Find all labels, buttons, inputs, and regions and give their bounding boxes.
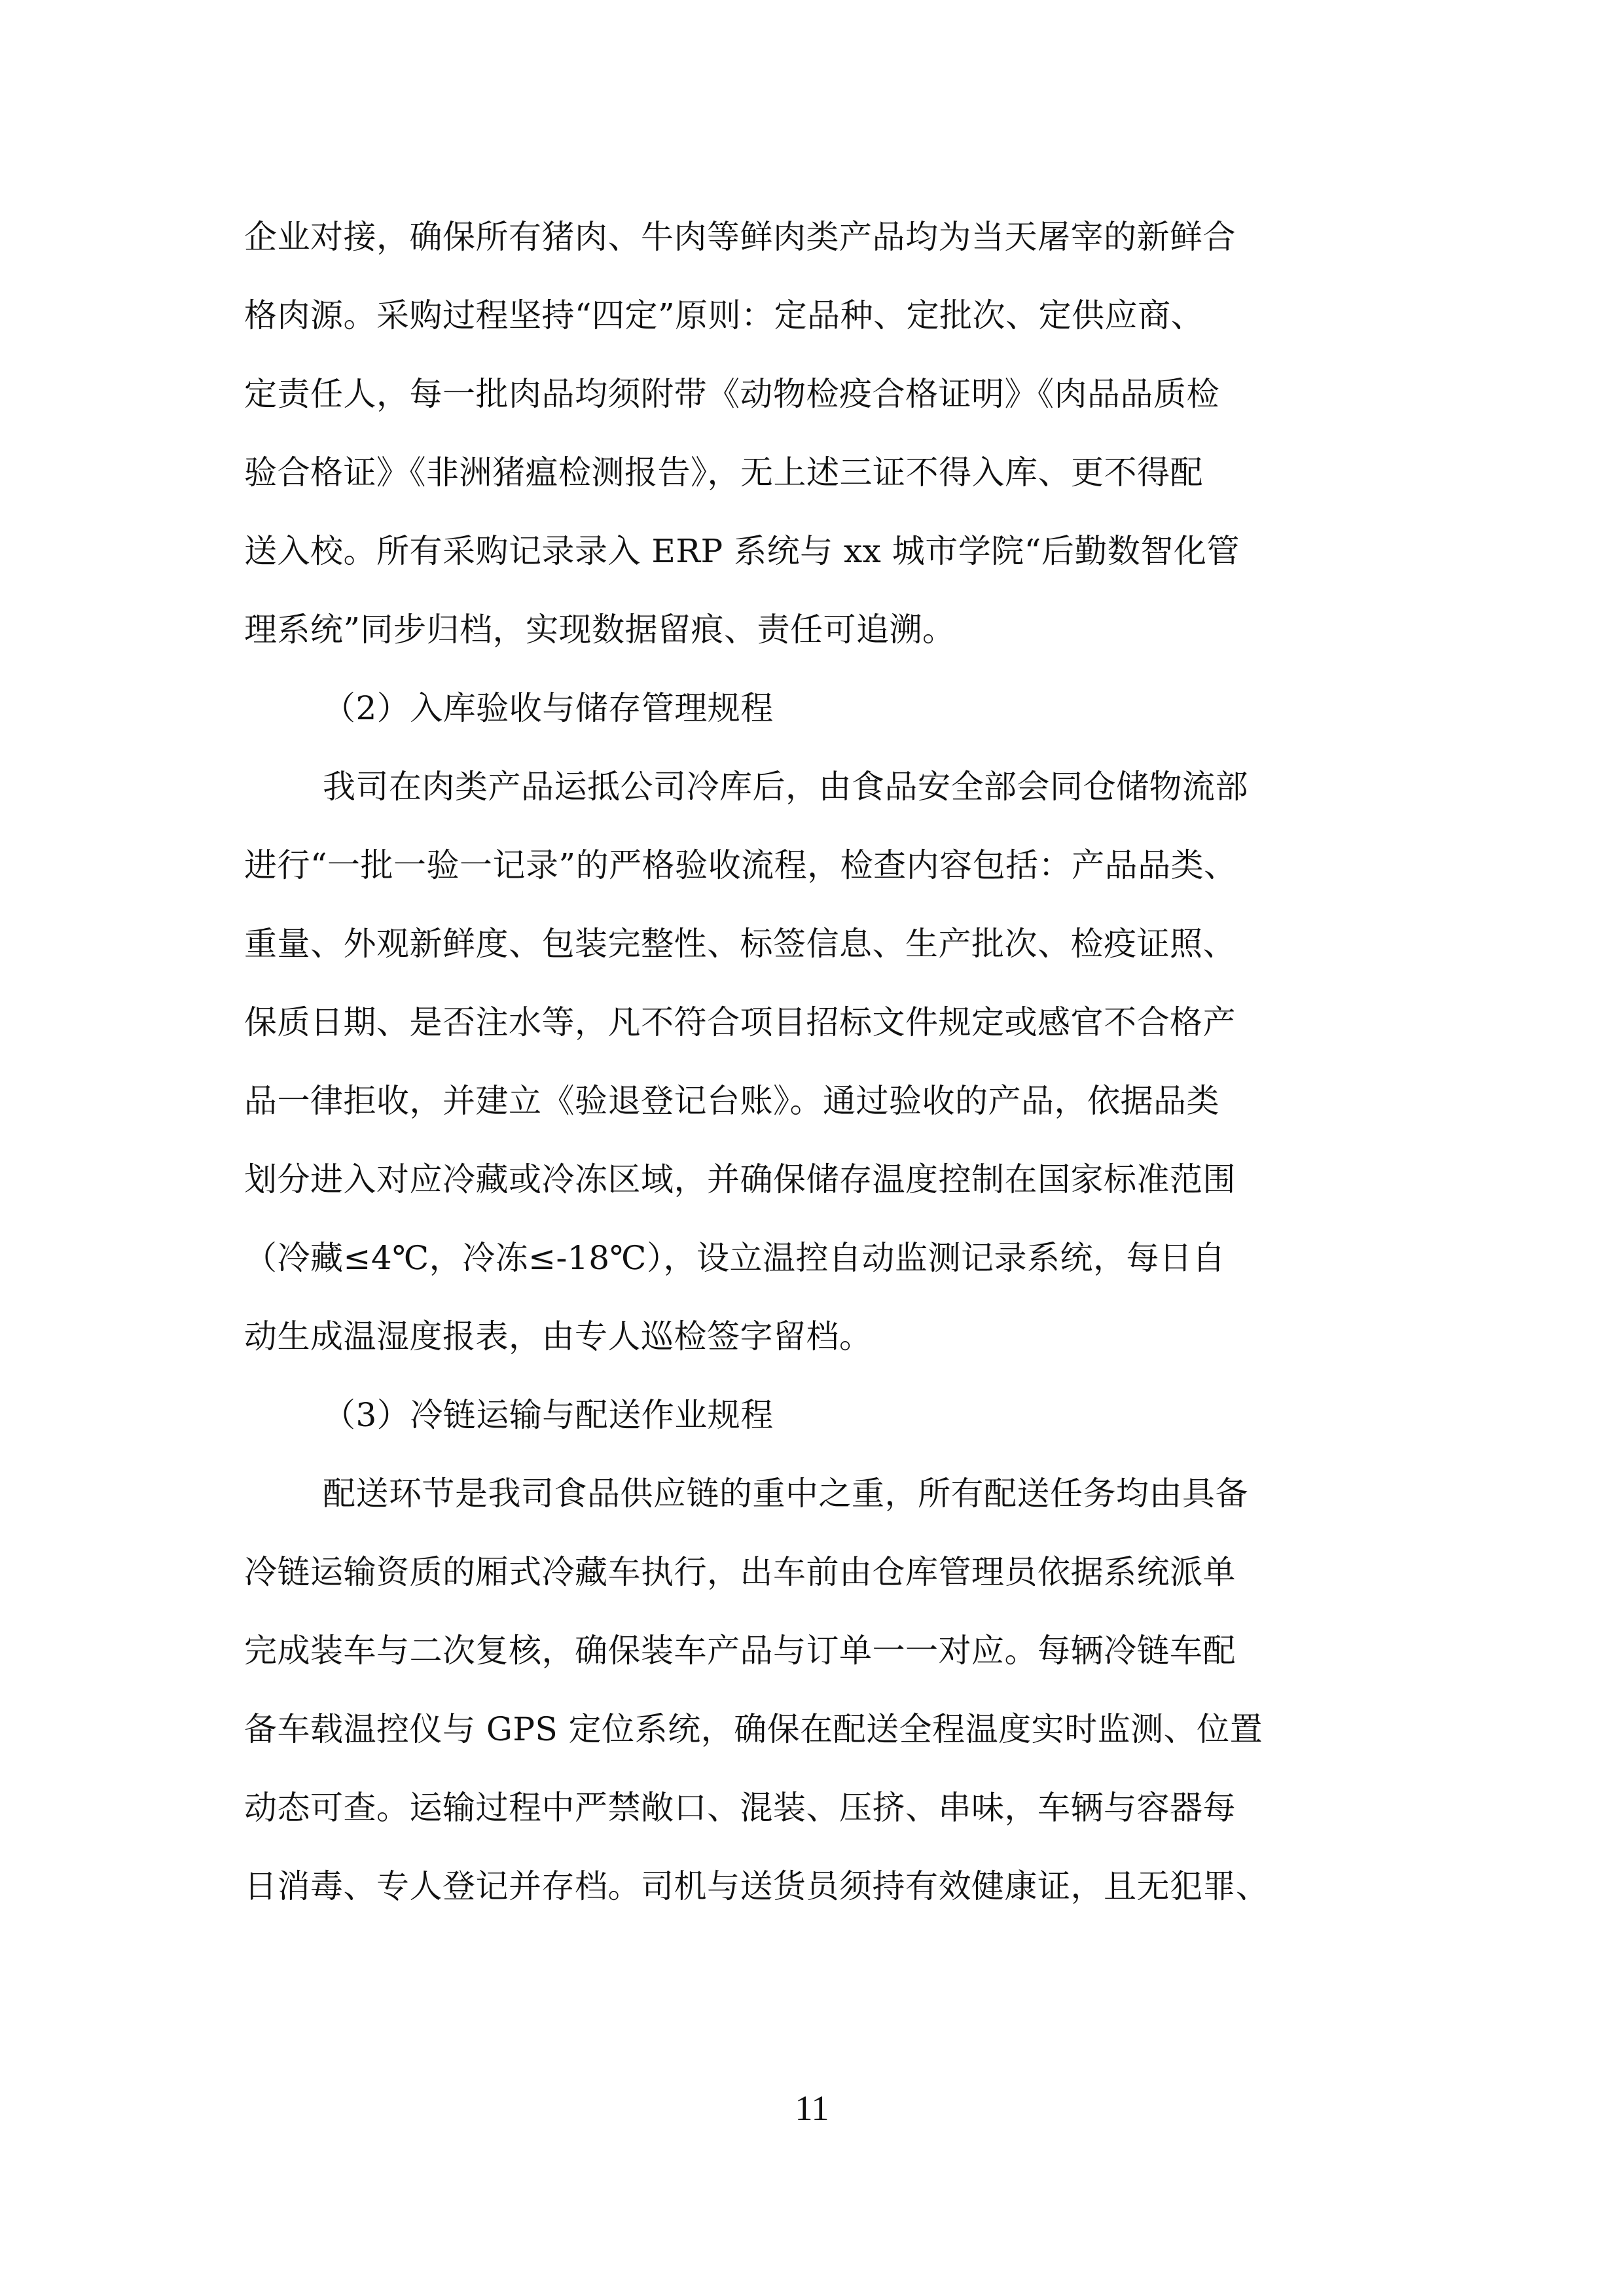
paragraph-line: 日消毒、专人登记并存档。司机与送货员须持有效健康证，且无犯罪、: [244, 1867, 1269, 1905]
paragraph-line: 验合格证》《非洲猪瘟检测报告》，无上述三证不得入库、更不得配: [244, 454, 1203, 492]
paragraph-line: 品一律拒收，并建立《验退登记台账》。通过验收的产品，依据品类: [244, 1082, 1219, 1120]
paragraph-line: 动生成温湿度报表，由专人巡检签字留档。: [244, 1318, 873, 1355]
paragraph-line: 重量、外观新鲜度、包装完整性、标签信息、生产批次、检疫证照、: [244, 925, 1236, 963]
section-heading: （3）冷链运输与配送作业规程: [323, 1396, 774, 1434]
paragraph-line: 理系统”同步归档，实现数据留痕、责任可追溯。: [244, 611, 956, 649]
paragraph-line: 定责任人，每一批肉品均须附带《动物检疫合格证明》《肉品品质检: [244, 375, 1219, 413]
paragraph-line: 冷链运输资质的厢式冷藏车执行，出车前由仓库管理员依据系统派单: [244, 1553, 1236, 1591]
paragraph-line: （冷藏≤4℃，冷冻≤-18℃），设立温控自动监测记录系统，每日自: [244, 1239, 1225, 1277]
paragraph-line: 划分进入对应冷藏或冷冻区域，并确保储存温度控制在国家标准范围: [244, 1160, 1236, 1198]
paragraph-line: 完成装车与二次复核，确保装车产品与订单一一对应。每辆冷链车配: [244, 1632, 1236, 1670]
paragraph-line: 送入校。所有采购记录录入 ERP 系统与 xx 城市学院“后勤数智化管: [244, 532, 1240, 570]
paragraph-line: 我司在肉类产品运抵公司冷库后，由食品安全部会同仓储物流部: [323, 768, 1248, 806]
paragraph-line: 备车载温控仪与 GPS 定位系统，确保在配送全程温度实时监测、位置: [244, 1710, 1263, 1748]
paragraph-line: 企业对接，确保所有猪肉、牛肉等鲜肉类产品均为当天屠宰的新鲜合: [244, 218, 1236, 256]
paragraph-line: 格肉源。采购过程坚持“四定”原则：定品种、定批次、定供应商、: [244, 296, 1204, 334]
page-number: 11: [795, 2089, 829, 2128]
paragraph-line: 进行“一批一验一记录”的严格验收流程，检查内容包括：产品品类、: [244, 846, 1237, 884]
paragraph-line: 保质日期、是否注水等，凡不符合项目招标文件规定或感官不合格产: [244, 1003, 1236, 1041]
paragraph-line: 动态可查。运输过程中严禁敞口、混装、压挤、串味，车辆与容器每: [244, 1789, 1236, 1827]
paragraph-line: 配送环节是我司食品供应链的重中之重，所有配送任务均由具备: [323, 1475, 1248, 1513]
section-heading: （2）入库验收与储存管理规程: [323, 689, 774, 727]
